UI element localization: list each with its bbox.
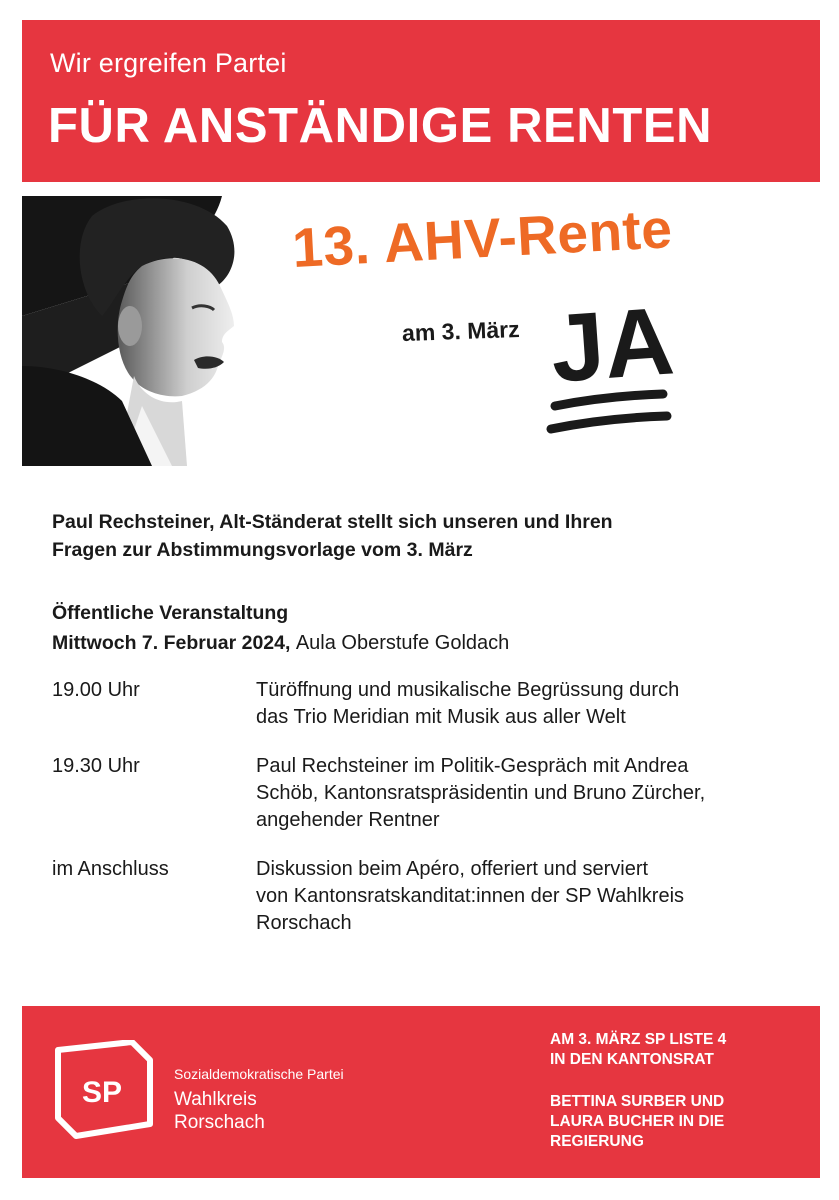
schedule-row: [52, 753, 812, 834]
schedule-description: [256, 753, 812, 834]
sp-logo-text: SP: [81, 1076, 123, 1109]
schedule-line: das Trio Meridian mit Musik aus aller Welt: [256, 706, 626, 728]
header-headline: FÜR ANSTÄNDIGE RENTEN: [48, 99, 713, 153]
header-banner: [22, 20, 820, 182]
event-date: Mittwoch 7. Februar 2024,: [52, 632, 291, 654]
schedule-time: im Anschluss: [52, 858, 169, 880]
schedule-row: [52, 856, 812, 937]
schedule-time: 19.00 Uhr: [52, 679, 140, 701]
schedule-description: [256, 856, 812, 937]
schedule-line: von Kantonsratskanditat:innen der SP Wahlkreis: [256, 885, 685, 907]
event-type: Öffentliche Veranstaltung: [52, 602, 289, 624]
schedule-line: angehender Rentner: [256, 809, 440, 831]
vote-date: am 3. März: [401, 315, 521, 347]
ja-brush-icon: [545, 286, 675, 442]
schedule-line: Diskussion beim Apéro, offeriert und serviert: [256, 858, 649, 880]
schedule-description: [256, 677, 812, 731]
ja-text: JA: [547, 287, 675, 403]
schedule-time: 19.30 Uhr: [52, 755, 140, 777]
callout-line: REGIERUNG: [550, 1133, 644, 1150]
footer-callouts: [550, 1030, 810, 1174]
schedule: [52, 677, 812, 959]
callout-line: IN DEN KANTONSRAT: [550, 1051, 714, 1068]
callout-line: BETTINA SURBER UND: [550, 1093, 725, 1110]
event-venue: Aula Oberstufe Goldach: [295, 632, 510, 654]
schedule-line: Schöb, Kantonsratspräsidentin und Bruno Zürcher,: [256, 782, 706, 804]
ja-graphic: [545, 286, 675, 447]
district-line-1: Wahlkreis: [174, 1089, 257, 1110]
district-line-2: Rorschach: [174, 1112, 265, 1133]
district: [174, 1088, 265, 1134]
portrait-photo: [22, 196, 270, 466]
intro-line-1: Paul Rechsteiner, Alt-Ständerat stellt sich unseren und Ihren: [52, 511, 613, 533]
schedule-line: Rorschach: [256, 912, 352, 934]
party-name: Sozialdemokratische Partei: [174, 1066, 344, 1082]
callout-government: [550, 1092, 810, 1152]
header-kicker: Wir ergreifen Partei: [50, 48, 287, 78]
schedule-row: [52, 677, 812, 731]
schedule-line: Paul Rechsteiner im Politik-Gespräch mit Andrea: [256, 755, 689, 777]
schedule-line: Türöffnung und musikalische Begrüssung durch: [256, 679, 680, 701]
callout-list: [550, 1030, 810, 1070]
intro-text: [52, 508, 812, 564]
sp-logo-icon: [52, 1040, 156, 1140]
ahv-headline: 13. AHV-Rente: [290, 197, 674, 280]
sp-logo: [52, 1040, 156, 1145]
callout-line: AM 3. MÄRZ SP LISTE 4: [550, 1031, 727, 1048]
event-info: [52, 598, 509, 658]
footer-banner: [22, 1006, 820, 1178]
intro-line-2: Fragen zur Abstimmungsvorlage vom 3. März: [52, 539, 473, 561]
portrait-icon: [22, 196, 270, 466]
callout-line: LAURA BUCHER IN DIE: [550, 1113, 725, 1130]
